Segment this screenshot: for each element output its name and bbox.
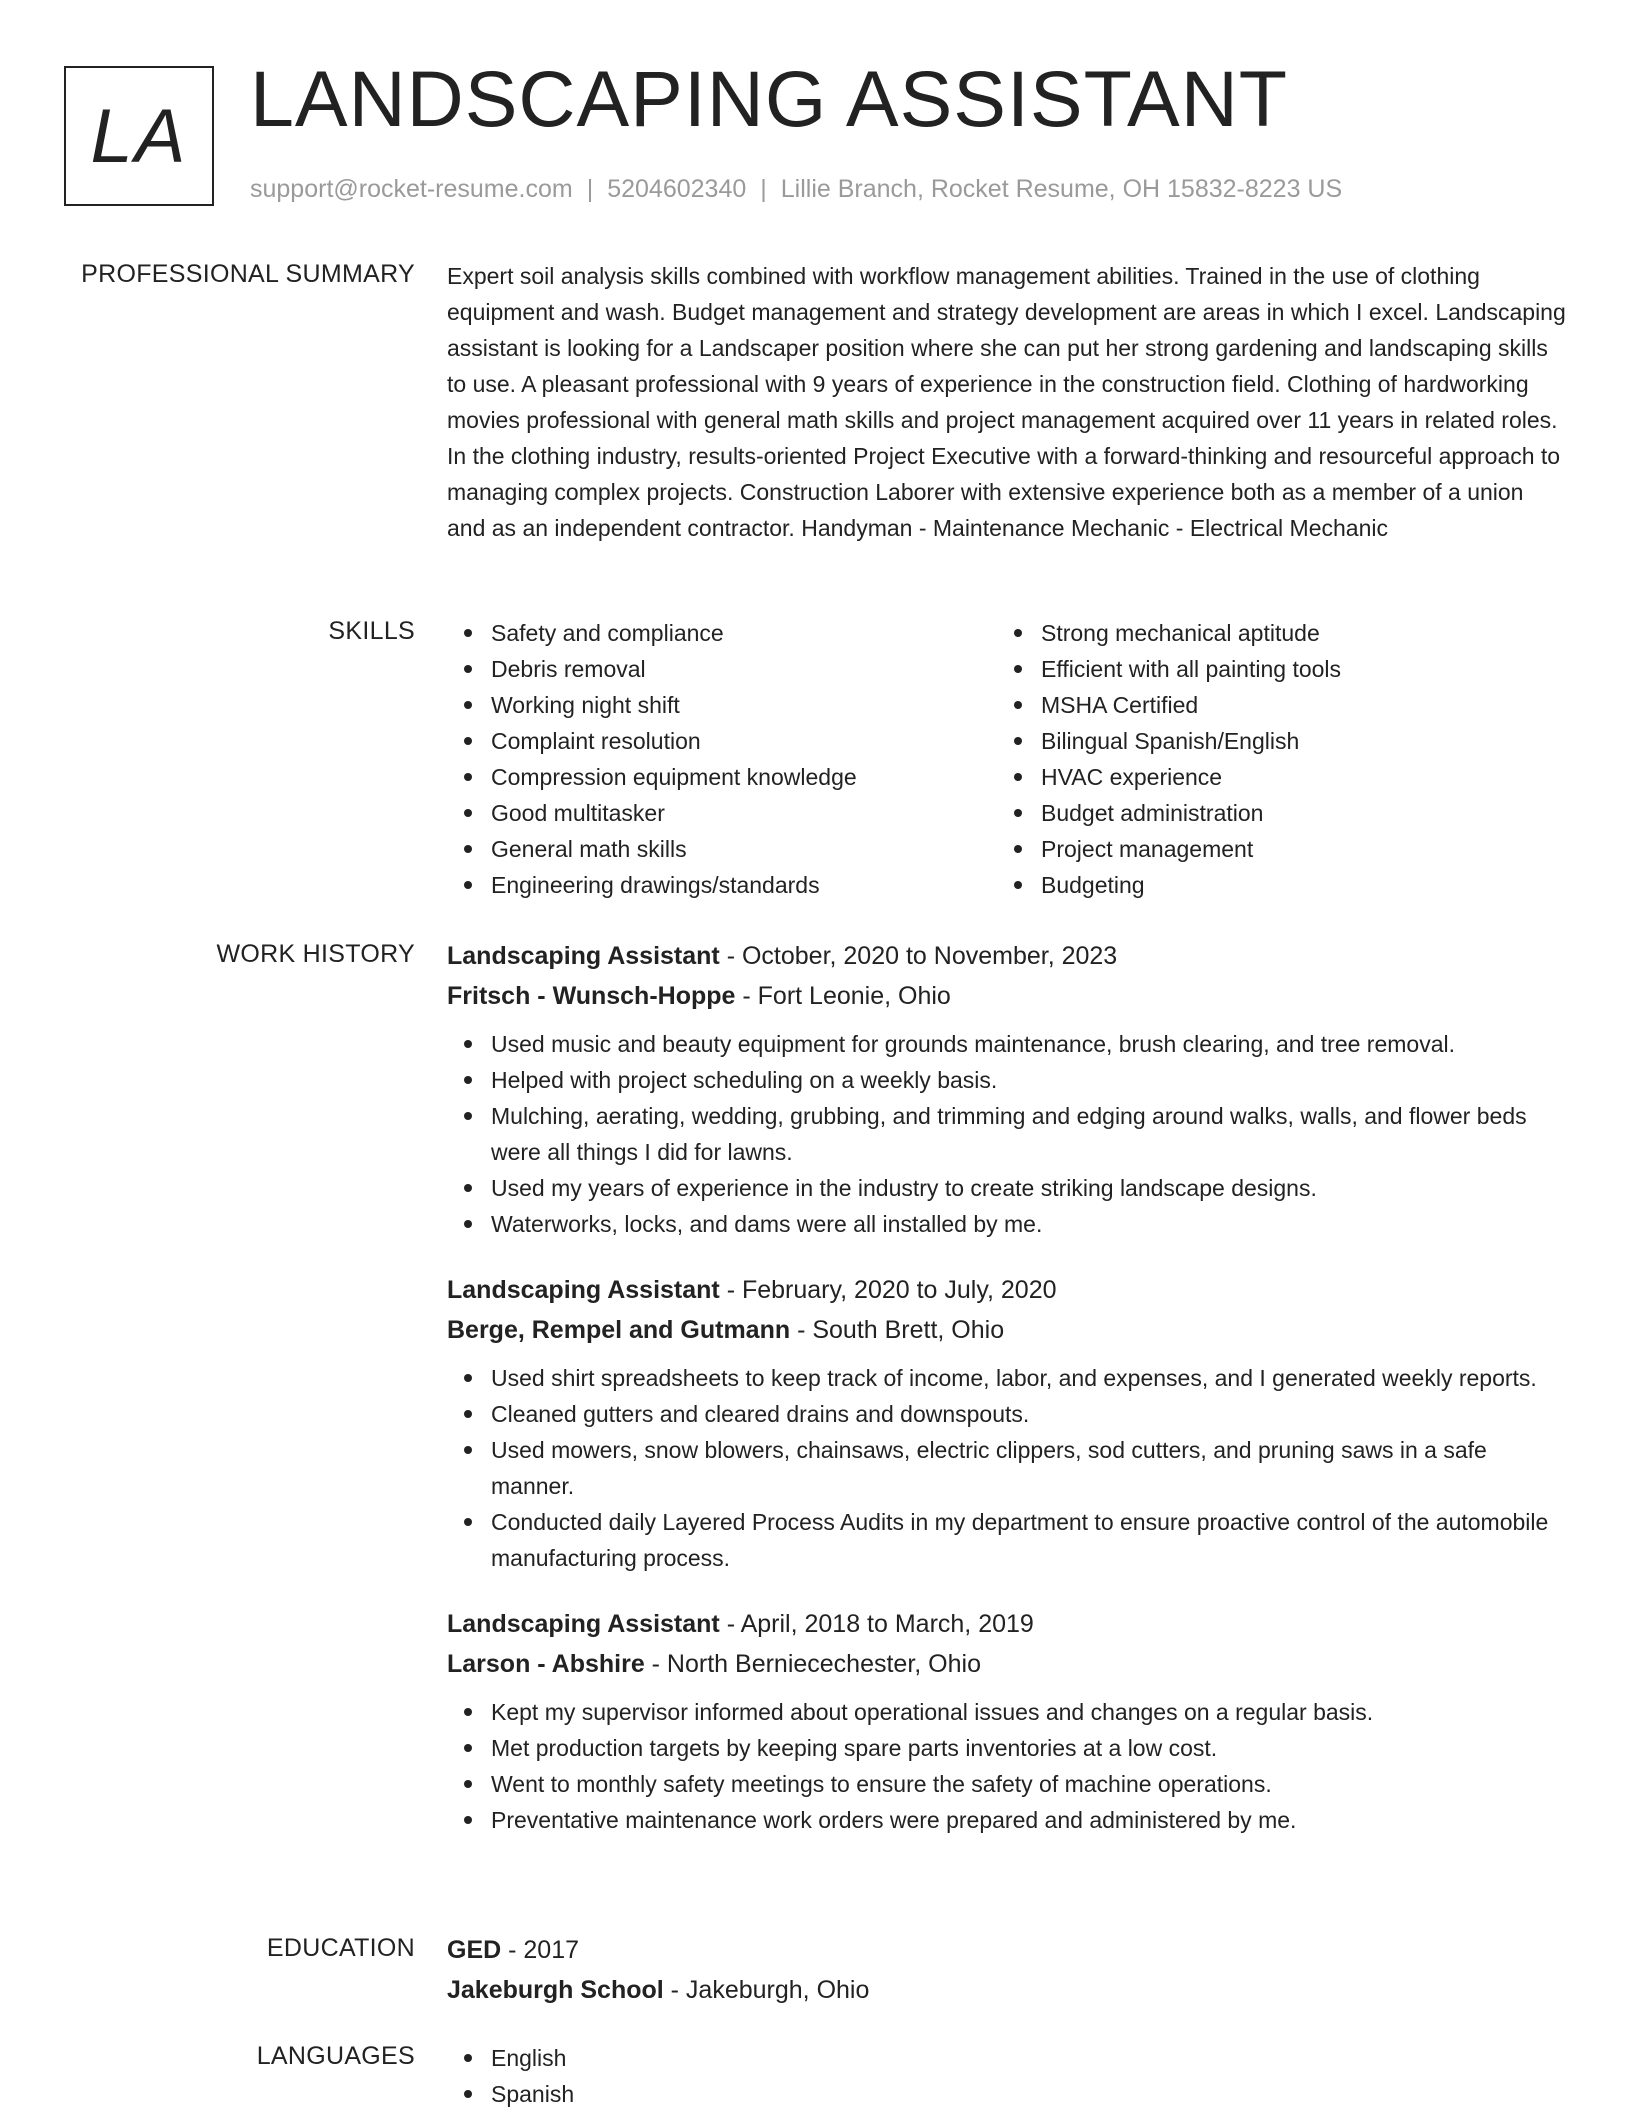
contact-separator: | <box>586 175 594 203</box>
skill-item: MSHA Certified <box>1041 687 1547 723</box>
contact-email: support@rocket-resume.com <box>250 175 573 203</box>
languages-list <box>447 2040 1567 2112</box>
job-title: Landscaping Assistant <box>447 1610 720 1638</box>
job-bullet: Used music and beauty equipment for grounds maintenance, brush clearing, and tree removal. <box>491 1026 1567 1062</box>
job-bullet: Cleaned gutters and cleared drains and downspouts. <box>491 1396 1567 1432</box>
job-company-line <box>447 976 1567 1016</box>
job-bullet: Waterworks, locks, and dams were all installed by me. <box>491 1206 1567 1242</box>
job-company: Larson - Abshire <box>447 1650 645 1678</box>
job-title-line <box>447 1270 1567 1310</box>
education-year: - 2017 <box>501 1936 580 1964</box>
monogram-logo: LA <box>64 66 214 206</box>
job-bullet: Used shirt spreadsheets to keep track of income, labor, and expenses, and I generated weekly reports. <box>491 1360 1567 1396</box>
job-title: Landscaping Assistant <box>447 942 720 970</box>
job-company: Berge, Rempel and Gutmann <box>447 1316 791 1344</box>
skill-item: Debris removal <box>491 651 997 687</box>
job-bullets <box>447 1360 1567 1576</box>
job-bullet: Used my years of experience in the industry to create striking landscape designs. <box>491 1170 1567 1206</box>
job-bullet: Helped with project scheduling on a weekly basis. <box>491 1062 1567 1098</box>
skills-heading: SKILLS <box>328 617 415 645</box>
skill-item: General math skills <box>491 831 997 867</box>
skill-item: Strong mechanical aptitude <box>1041 615 1547 651</box>
work-history-heading: WORK HISTORY <box>216 940 415 968</box>
resume-title: LANDSCAPING ASSISTANT <box>250 54 1289 143</box>
job-dates: - February, 2020 to July, 2020 <box>719 1276 1057 1304</box>
job-company: Fritsch - Wunsch-Hoppe <box>447 982 736 1010</box>
skills-list-left <box>447 615 997 903</box>
skill-item: Good multitasker <box>491 795 997 831</box>
summary-heading: PROFESSIONAL SUMMARY <box>81 260 415 288</box>
skill-item: Engineering drawings/standards <box>491 867 997 903</box>
education-degree: GED <box>447 1936 502 1964</box>
job-entry <box>447 1604 1567 1838</box>
job-bullets <box>447 1026 1567 1242</box>
job-dates: - October, 2020 to November, 2023 <box>719 942 1118 970</box>
job-bullets <box>447 1694 1567 1838</box>
skill-item: Budgeting <box>1041 867 1547 903</box>
contact-address: Lillie Branch, Rocket Resume, OH 15832-8223 US <box>780 175 1343 203</box>
job-bullet: Met production targets by keeping spare parts inventories at a low cost. <box>491 1730 1567 1766</box>
education-school-line <box>447 1970 1567 2010</box>
job-entry <box>447 1270 1567 1576</box>
job-location: - North Berniecechester, Ohio <box>644 1650 981 1678</box>
contact-separator: | <box>760 175 767 203</box>
skill-item: Complaint resolution <box>491 723 997 759</box>
job-title-line <box>447 1604 1567 1644</box>
education-school: Jakeburgh School <box>447 1976 664 2004</box>
skill-item: Project management <box>1041 831 1547 867</box>
skill-item: Bilingual Spanish/English <box>1041 723 1547 759</box>
skill-item: Budget administration <box>1041 795 1547 831</box>
contact-phone: 5204602340 <box>607 175 747 203</box>
job-title-line <box>447 936 1567 976</box>
job-title: Landscaping Assistant <box>447 1276 720 1304</box>
skill-item: Compression equipment knowledge <box>491 759 997 795</box>
job-dates: - April, 2018 to March, 2019 <box>719 1610 1034 1638</box>
skill-item: HVAC experience <box>1041 759 1547 795</box>
job-bullet: Used mowers, snow blowers, chainsaws, electric clippers, sod cutters, and pruning saws in a safe manner. <box>491 1432 1567 1504</box>
summary-text: Expert soil analysis skills combined with workflow management abilities. Trained in the use of clothing equipment and wash. Budget management and strategy development are areas in which I excel. Landscaping assistant is looking for a Landscaper position where she can put her strong gardening and landscaping skills to use. A pleasant professional with 9 years of experience in the construction field. Clothing of hardworking movies professional with general math skills and project management acquired over 11 years in related roles. In the clothing industry, results-oriented Project Executive with a forward-thinking and resourceful approach to managing complex projects. Construction Laborer with extensive experience both as a member of a union and as an independent contractor. Handyman - Maintenance Mechanic - Electrical Mechanic <box>447 263 1566 541</box>
job-company-line <box>447 1310 1567 1350</box>
education-location: - Jakeburgh, Ohio <box>663 1976 870 2004</box>
job-bullet: Conducted daily Layered Process Audits in my department to ensure proactive control of the automobile manufacturing process. <box>491 1504 1567 1576</box>
job-entry <box>447 936 1567 1242</box>
job-bullet: Went to monthly safety meetings to ensure the safety of machine operations. <box>491 1766 1567 1802</box>
skills-list-right <box>997 615 1547 903</box>
skill-item: Efficient with all painting tools <box>1041 651 1547 687</box>
education-heading: EDUCATION <box>266 1934 415 1962</box>
languages-heading: LANGUAGES <box>256 2042 415 2070</box>
job-bullet: Kept my supervisor informed about operational issues and changes on a regular basis. <box>491 1694 1567 1730</box>
job-bullet: Preventative maintenance work orders were prepared and administered by me. <box>491 1802 1567 1838</box>
education-degree-line <box>447 1930 1567 1970</box>
job-company-line <box>447 1644 1567 1684</box>
skill-item: Working night shift <box>491 687 997 723</box>
language-item: Spanish <box>491 2076 1567 2112</box>
job-bullet: Mulching, aerating, wedding, grubbing, and trimming and edging around walks, walls, and flower beds were all things I did for lawns. <box>491 1098 1567 1170</box>
job-location: - South Brett, Ohio <box>790 1316 1005 1344</box>
contact-line <box>250 173 1342 206</box>
job-location: - Fort Leonie, Ohio <box>735 982 951 1010</box>
skill-item: Safety and compliance <box>491 615 997 651</box>
language-item: English <box>491 2040 1567 2076</box>
